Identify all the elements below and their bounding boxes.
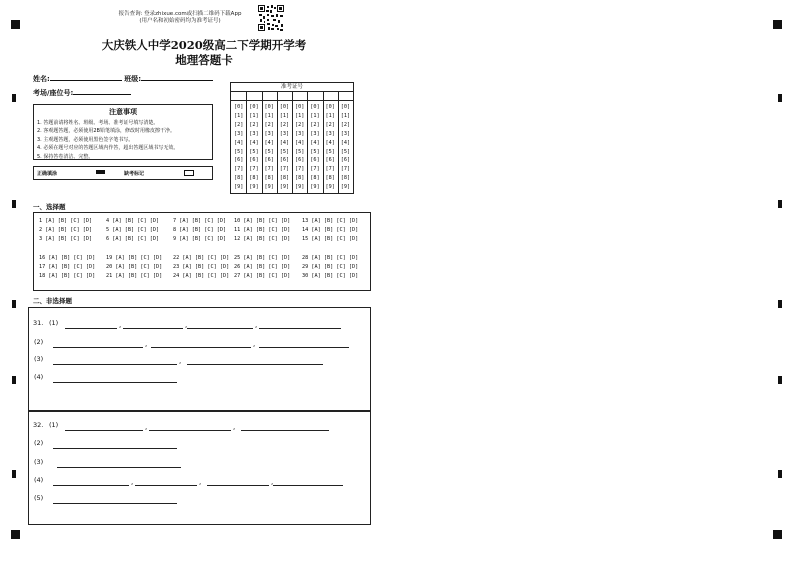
exam-id-digit[interactable]: [1] (325, 112, 335, 119)
comma-separator: , (271, 478, 274, 486)
comma-separator: , (119, 321, 122, 329)
exam-id-digit[interactable]: [2] (264, 121, 274, 128)
choice-item[interactable]: 5 [A] [B] [C] [D] (106, 227, 160, 233)
notice-box (33, 104, 213, 160)
exam-id-digit[interactable]: [4] (295, 139, 305, 146)
exam-id-digit[interactable]: [4] (340, 139, 351, 146)
exam-id-digit[interactable]: [4] (310, 139, 320, 146)
corner-mark-br (773, 530, 782, 539)
exam-id-digit[interactable]: [2] (249, 121, 259, 128)
comma-separator: , (185, 321, 188, 329)
notice-item: 5. 保持答卷清洁、完整。 (37, 153, 94, 160)
exam-id-digit[interactable]: [2] (234, 121, 244, 128)
comma-separator: , (233, 423, 236, 431)
exam-id-digit[interactable]: [3] (264, 130, 274, 137)
exam-id-divider (292, 101, 293, 193)
hint-line-1: 报告查询: 登录zhixue.com或扫描二维码下载App (118, 11, 242, 17)
choice-item[interactable]: 28 [A] [B] [C] [D] (302, 255, 359, 261)
qr-code-icon (258, 5, 284, 31)
exam-id-digit[interactable]: [9] (295, 184, 305, 191)
choice-item[interactable]: 6 [A] [B] [C] [D] (106, 236, 160, 242)
exam-id-digit[interactable]: [3] (325, 130, 335, 137)
side-mark (778, 200, 782, 208)
comma-separator: , (179, 357, 182, 365)
exam-id-digit[interactable]: [2] (295, 121, 305, 128)
choice-item[interactable]: 26 [A] [B] [C] [D] (234, 264, 291, 270)
side-mark (778, 376, 782, 384)
exam-id-digit[interactable]: [6] (340, 157, 351, 164)
exam-id-digit[interactable]: [5] (325, 148, 335, 155)
question-number: 31. (33, 319, 44, 327)
title-line-1: 大庆铁人中学2020级高二下学期开学考 (101, 38, 307, 52)
exam-id-divider (277, 101, 278, 193)
exam-id-digit[interactable]: [9] (325, 184, 335, 191)
choice-item[interactable]: 15 [A] [B] [C] [D] (302, 236, 359, 242)
answer-line[interactable] (187, 364, 323, 365)
card-title (60, 38, 348, 68)
notice-item: 3. 主观题答题，必须使用黑色签字笔书写。 (37, 136, 134, 143)
notice-list (37, 119, 212, 161)
choice-item[interactable]: 24 [A] [B] [C] [D] (173, 273, 230, 279)
answer-line[interactable] (53, 503, 177, 504)
answer-line[interactable] (149, 430, 231, 431)
side-mark (12, 200, 16, 208)
exam-id-digit[interactable]: [0] (325, 104, 335, 110)
exam-id-digit[interactable]: [7] (325, 166, 335, 173)
notice-item: 4. 必须在题号对应的答题区域内作答，超出答题区域书写无效。 (37, 145, 179, 152)
answer-line[interactable] (259, 347, 349, 348)
exam-id-divider (338, 92, 339, 100)
name-field[interactable] (50, 80, 122, 81)
exam-id-divider (338, 101, 339, 193)
choice-item[interactable]: 8 [A] [B] [C] [D] (173, 227, 227, 233)
exam-id-digit[interactable]: [0] (279, 104, 290, 110)
choice-item[interactable]: 17 [A] [B] [C] [D] (39, 264, 96, 270)
exam-id-divider (292, 92, 293, 100)
exam-id-digit[interactable]: [4] (264, 139, 274, 146)
class-label: 班级: (124, 75, 142, 83)
exam-id-box (230, 82, 354, 194)
exam-id-digit[interactable]: [2] (310, 121, 320, 128)
exam-id-digit[interactable]: [1] (310, 112, 320, 119)
exam-id-digit[interactable]: [6] (325, 157, 335, 164)
name-row (33, 74, 213, 84)
exam-id-digit[interactable]: [1] (340, 112, 351, 119)
exam-id-digit[interactable]: [4] (234, 139, 244, 146)
choice-item[interactable]: 19 [A] [B] [C] [D] (106, 255, 163, 261)
corner-mark-bl (11, 530, 20, 539)
comma-separator: , (199, 478, 202, 486)
exam-id-digit[interactable]: [8] (279, 175, 290, 182)
exam-id-digit[interactable]: [7] (295, 166, 305, 173)
choice-item[interactable]: 22 [A] [B] [C] [D] (173, 255, 230, 261)
choice-item[interactable]: 7 [A] [B] [C] [D] (173, 218, 227, 224)
exam-id-digit[interactable]: [3] (234, 130, 244, 137)
comma-separator: , (131, 478, 134, 486)
side-mark (12, 300, 16, 308)
room-row (33, 88, 131, 98)
exam-id-digit[interactable]: [6] (279, 157, 290, 164)
choice-item[interactable]: 29 [A] [B] [C] [D] (302, 264, 359, 270)
title-line-2: 地理答题卡 (175, 53, 233, 67)
side-mark (778, 94, 782, 102)
exam-id-divider (307, 92, 308, 100)
answer-line[interactable] (57, 467, 181, 468)
exam-id-digit[interactable]: [9] (249, 184, 259, 191)
exam-id-digit[interactable]: [1] (264, 112, 274, 119)
answer-line[interactable] (53, 485, 129, 486)
fill-example-box (33, 166, 213, 180)
exam-id-digit[interactable]: [0] (234, 104, 244, 110)
comma-separator: , (145, 340, 148, 348)
part-label: (2) (34, 338, 44, 346)
choice-item[interactable]: 23 [A] [B] [C] [D] (173, 264, 230, 270)
comma-separator: , (253, 340, 256, 348)
choice-item[interactable]: 25 [A] [B] [C] [D] (234, 255, 291, 261)
exam-id-digit[interactable]: [7] (310, 166, 320, 173)
absent-mark-box[interactable] (184, 170, 194, 176)
exam-id-digit[interactable]: [7] (264, 166, 274, 173)
choice-item[interactable]: 9 [A] [B] [C] [D] (173, 236, 227, 242)
exam-id-divider (246, 101, 247, 193)
answer-line[interactable] (65, 328, 117, 329)
exam-id-digit[interactable]: [6] (295, 157, 305, 164)
exam-id-digit[interactable]: [3] (249, 130, 259, 137)
notice-title: 注意事项 (109, 108, 137, 116)
exam-id-digit[interactable]: [7] (249, 166, 259, 173)
exam-id-digit[interactable]: [8] (264, 175, 274, 182)
correct-fill-sample (96, 170, 105, 174)
exam-id-digit[interactable]: [0] (340, 104, 351, 110)
exam-id-digit[interactable]: [0] (264, 104, 274, 110)
answer-line[interactable] (151, 347, 251, 348)
part-label: (5) (34, 494, 44, 502)
answer-line[interactable] (259, 328, 341, 329)
exam-id-digit[interactable]: [5] (340, 148, 351, 155)
exam-id-input-row (231, 92, 353, 101)
exam-id-digit[interactable]: [5] (279, 148, 290, 155)
class-field[interactable] (141, 80, 213, 81)
exam-id-digit[interactable]: [9] (234, 184, 244, 191)
room-label: 考场/座位号: (33, 89, 74, 97)
exam-id-digit[interactable]: [2] (279, 121, 290, 128)
exam-id-digit[interactable]: [5] (295, 148, 305, 155)
exam-id-divider (262, 101, 263, 193)
exam-id-digit[interactable]: [3] (310, 130, 320, 137)
choice-item[interactable]: 4 [A] [B] [C] [D] (106, 218, 160, 224)
exam-id-digit[interactable]: [1] (279, 112, 290, 119)
report-hint (100, 11, 260, 25)
exam-id-digit[interactable]: [9] (279, 184, 290, 191)
exam-id-divider (307, 101, 308, 193)
part-label: (4) (34, 373, 44, 381)
choice-item[interactable]: 3 [A] [B] [C] [D] (39, 236, 93, 242)
question-31-box (28, 307, 371, 412)
multiple-choice-box (33, 212, 371, 291)
exam-id-divider (246, 92, 247, 100)
exam-id-digit[interactable]: [5] (264, 148, 274, 155)
notice-item: 1. 答题前请将姓名、班级、考场、准考证号填写清楚。 (37, 120, 159, 126)
exam-id-divider (323, 101, 324, 193)
correct-fill-label: 正确填涂 (37, 171, 58, 177)
choice-item[interactable]: 13 [A] [B] [C] [D] (302, 218, 359, 224)
exam-id-digit[interactable]: [2] (325, 121, 335, 128)
exam-id-digit[interactable]: [7] (340, 166, 351, 173)
notice-item: 2. 客观题答题，必须使用2B铅笔填涂，修改时用橡皮擦干净。 (37, 128, 175, 135)
part-label: (3) (34, 458, 44, 466)
exam-id-digit[interactable]: [4] (279, 139, 290, 146)
exam-id-digit[interactable]: [8] (325, 175, 335, 182)
choice-item[interactable]: 10 [A] [B] [C] [D] (234, 218, 291, 224)
choice-item[interactable]: 27 [A] [B] [C] [D] (234, 273, 291, 279)
hint-line-2: (用户名和初始密码均为准考证号) (139, 18, 221, 24)
choice-item[interactable]: 21 [A] [B] [C] [D] (106, 273, 163, 279)
exam-id-digit[interactable]: [6] (249, 157, 259, 164)
exam-id-columns (231, 101, 353, 193)
exam-id-digit[interactable]: [5] (234, 148, 244, 155)
comma-separator: , (145, 423, 148, 431)
exam-id-digit[interactable]: [3] (340, 130, 351, 137)
exam-id-digit[interactable]: [6] (310, 157, 320, 164)
part-label: (1) (49, 319, 59, 327)
side-mark (12, 470, 16, 478)
answer-line[interactable] (207, 485, 269, 486)
exam-id-divider (323, 92, 324, 100)
answer-line[interactable] (65, 430, 143, 431)
corner-mark-tl (11, 20, 20, 29)
exam-id-digit[interactable]: [8] (249, 175, 259, 182)
choice-item[interactable]: 18 [A] [B] [C] [D] (39, 273, 96, 279)
side-mark (778, 300, 782, 308)
exam-id-digit[interactable]: [9] (264, 184, 274, 191)
question-32-box (28, 410, 371, 525)
part-label: (4) (34, 476, 44, 484)
answer-line[interactable] (187, 328, 253, 329)
exam-id-digit[interactable]: [0] (295, 104, 305, 110)
side-mark (778, 470, 782, 478)
exam-id-digit[interactable]: [6] (264, 157, 274, 164)
answer-line[interactable] (53, 364, 177, 365)
exam-id-divider (277, 92, 278, 100)
corner-mark-tr (773, 20, 782, 29)
exam-id-digit[interactable]: [8] (295, 175, 305, 182)
exam-id-digit[interactable]: [9] (310, 184, 320, 191)
answer-line[interactable] (53, 448, 177, 449)
part-label: (1) (49, 421, 59, 429)
choice-item[interactable]: 1 [A] [B] [C] [D] (39, 218, 93, 224)
exam-id-digit[interactable]: [2] (340, 121, 351, 128)
exam-id-digit[interactable]: [0] (249, 104, 259, 110)
exam-id-digit[interactable]: [1] (295, 112, 305, 119)
exam-id-digit[interactable]: [8] (310, 175, 320, 182)
section1-title: 一、选择题 (33, 203, 66, 211)
side-mark (12, 94, 16, 102)
exam-id-digit[interactable]: [9] (340, 184, 351, 191)
question-number: 32. (33, 421, 44, 429)
exam-id-divider (262, 92, 263, 100)
room-field[interactable] (73, 94, 131, 95)
exam-id-digit[interactable]: [5] (310, 148, 320, 155)
exam-id-digit[interactable]: [7] (279, 166, 290, 173)
exam-id-digit[interactable]: [3] (295, 130, 305, 137)
answer-line[interactable] (241, 430, 329, 431)
exam-id-digit[interactable]: [7] (234, 166, 244, 173)
choice-item[interactable]: 30 [A] [B] [C] [D] (302, 273, 359, 279)
answer-line[interactable] (123, 328, 183, 329)
exam-id-digit[interactable]: [0] (310, 104, 320, 110)
exam-id-digit[interactable]: [1] (234, 112, 244, 119)
exam-id-digit[interactable]: [1] (249, 112, 259, 119)
section2-title: 二、非选择题 (33, 297, 72, 305)
answer-line[interactable] (135, 485, 197, 486)
exam-id-digit[interactable]: [8] (234, 175, 244, 182)
choice-item[interactable]: 12 [A] [B] [C] [D] (234, 236, 291, 242)
choice-item[interactable]: 2 [A] [B] [C] [D] (39, 227, 93, 233)
choice-item[interactable]: 20 [A] [B] [C] [D] (106, 264, 163, 270)
choice-item[interactable]: 11 [A] [B] [C] [D] (234, 227, 291, 233)
exam-id-label: 准考证号 (231, 83, 353, 92)
exam-id-digit[interactable]: [5] (249, 148, 259, 155)
answer-line[interactable] (53, 347, 143, 348)
exam-id-digit[interactable]: [6] (234, 157, 244, 164)
answer-line[interactable] (273, 485, 343, 486)
part-label: (2) (34, 439, 44, 447)
answer-line[interactable] (53, 382, 177, 383)
exam-id-digit[interactable]: [4] (325, 139, 335, 146)
choice-item[interactable]: 16 [A] [B] [C] [D] (39, 255, 96, 261)
absent-mark-label: 缺考标记 (124, 171, 145, 177)
side-mark (12, 376, 16, 384)
choice-item[interactable]: 14 [A] [B] [C] [D] (302, 227, 359, 233)
exam-id-digit[interactable]: [8] (340, 175, 351, 182)
exam-id-digit[interactable]: [4] (249, 139, 259, 146)
exam-id-digit[interactable]: [3] (279, 130, 290, 137)
part-label: (3) (34, 355, 44, 363)
name-label: 姓名: (33, 75, 50, 83)
comma-separator: , (255, 321, 258, 329)
